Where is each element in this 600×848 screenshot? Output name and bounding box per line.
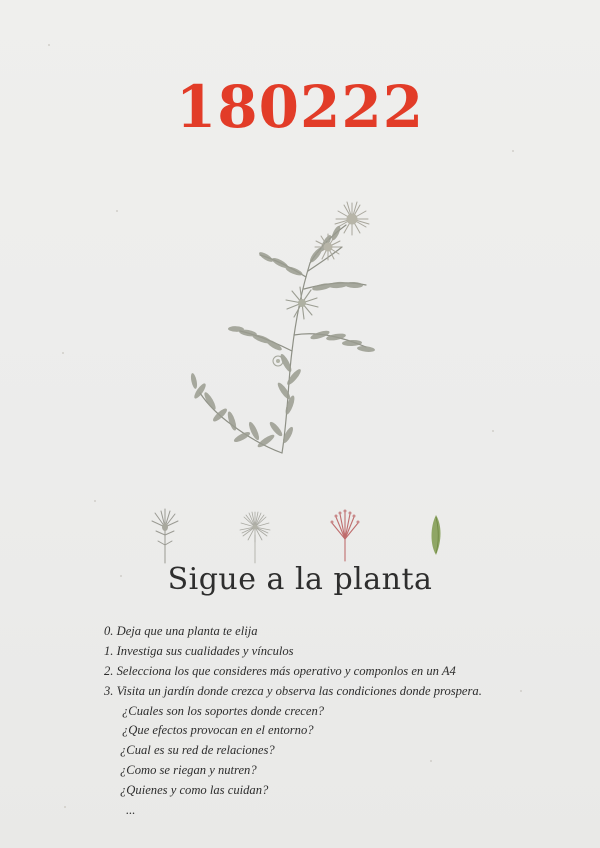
page-title: 180222 [175,73,425,141]
paper-speck [64,806,66,808]
instruction-question: ¿Quienes y como las cuidan? [120,783,269,798]
instruction-step: 1. Investiga sus cualidades y vínculos [104,643,294,658]
dandelion-puff-specimen [232,505,278,565]
instruction-step: 3. Visita un jardín donde crezca y observa las condiciones donde prospera. [104,683,482,698]
pink-stamen-specimen [322,505,368,565]
seed-head-specimen [142,505,188,565]
instruction-step: 0. Deja que una planta te elija [104,624,258,638]
instructions-list [104,622,524,821]
instruction-step: 2. Selecciona los que consideres más operativo y componlos en un A4 [104,663,456,678]
botanical-plant-illustration [0,185,600,485]
paper-speck [512,150,514,152]
instruction-question: ¿Cuales son los soportes donde crecen? [122,703,325,718]
paper-speck [48,44,50,46]
specimen-row [0,495,600,565]
instruction-question: ¿Como se riegan y nutren? [120,763,257,778]
instruction-question: ¿Que efectos provocan en el entorno? [122,723,314,738]
instruction-question: ¿Cual es su red de relaciones? [120,743,275,758]
instruction-ellipsis: ... [126,803,136,818]
green-pod-specimen [412,505,458,565]
poster-subtitle: Sigue a la planta [167,562,433,597]
